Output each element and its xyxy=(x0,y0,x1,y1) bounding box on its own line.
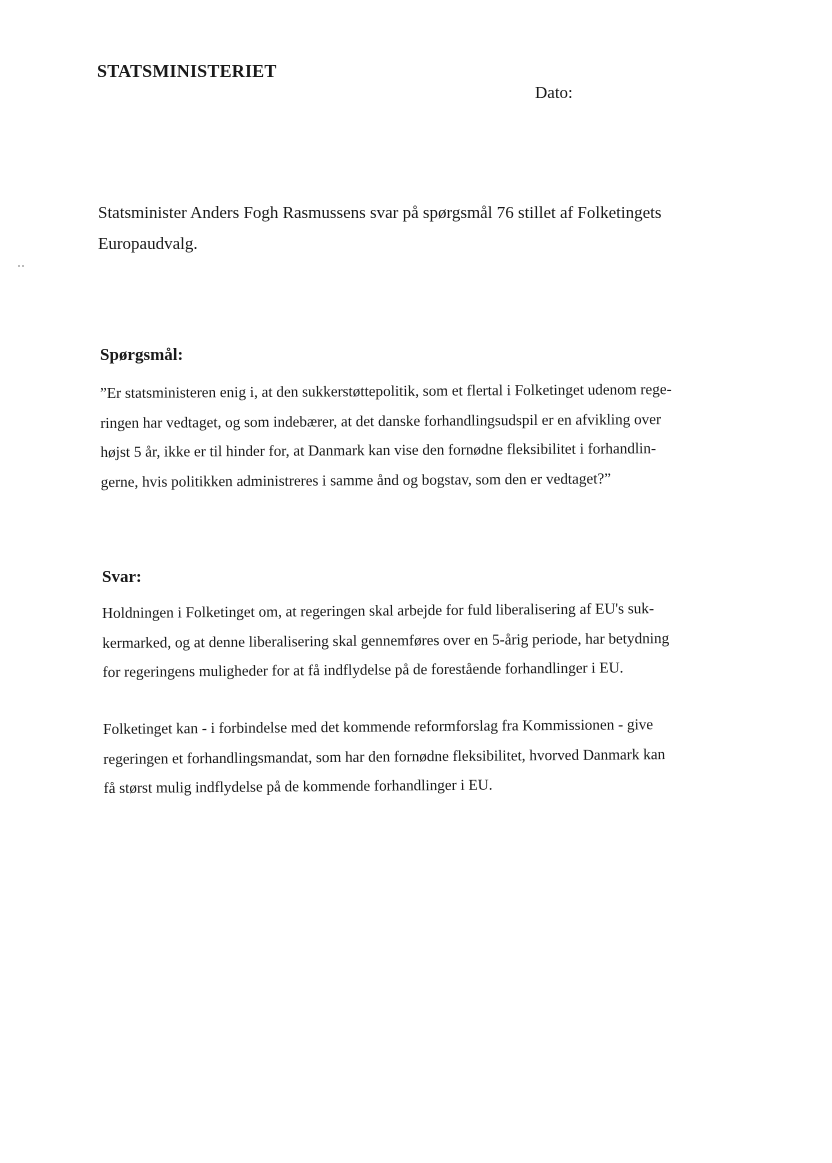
answer-paragraph-1 xyxy=(102,593,743,687)
answer-p2-line-3: få størst mulig indflydelse på de kommende forhandlinger i EU. xyxy=(103,776,493,797)
question-line-1: ”Er statsministeren enig i, at den sukkerstøttepolitik, som et flertal i Folketinget udenom rege- xyxy=(100,381,672,402)
answer-paragraph-2 xyxy=(103,709,744,803)
answer-p2-line-2: regeringen et forhandlingsmandat, som har den fornødne fleksibilitet, hvorved Danmark kan xyxy=(103,745,666,768)
ministry-name: STATSMINISTERIET xyxy=(97,61,277,81)
answer-p2-line-1: Folketinget kan - i forbindelse med det kommende reformforslag fra Kommissionen - give xyxy=(103,716,654,738)
answer-heading: Svar: xyxy=(102,567,142,586)
intro-line-2: Europaudvalg. xyxy=(98,234,198,253)
answer-p1-line-3: for regeringens muligheder for at få indflydelse på de forestående forhandlinger i EU. xyxy=(102,659,624,681)
date-label: Dato: xyxy=(535,83,573,102)
question-text xyxy=(100,375,741,497)
intro-line-1: Statsminister Anders Fogh Rasmussens svar på spørgsmål 76 stillet af Folketingets xyxy=(98,203,662,222)
question-heading: Spørgsmål: xyxy=(100,345,184,364)
answer-p1-line-1: Holdningen i Folketinget om, at regeringen skal arbejde for fuld liberalisering af EU's suk- xyxy=(102,600,655,622)
answer-p1-line-2: kermarked, og at denne liberalisering skal gennemføres over en 5-årig periode, har betydning xyxy=(102,629,670,652)
question-line-3: højst 5 år, ikke er til hinder for, at Danmark kan vise den fornødne fleksibilitet i forhandlin- xyxy=(100,440,657,461)
question-line-4: gerne, hvis politikken administreres i samme ånd og bogstav, som den er vedtaget?” xyxy=(100,469,611,491)
intro-text xyxy=(98,197,738,259)
scan-artifact xyxy=(18,262,32,270)
question-line-2: ringen har vedtaget, og som indebærer, at det danske forhandlingsudspil er en afvikling over xyxy=(100,410,662,432)
